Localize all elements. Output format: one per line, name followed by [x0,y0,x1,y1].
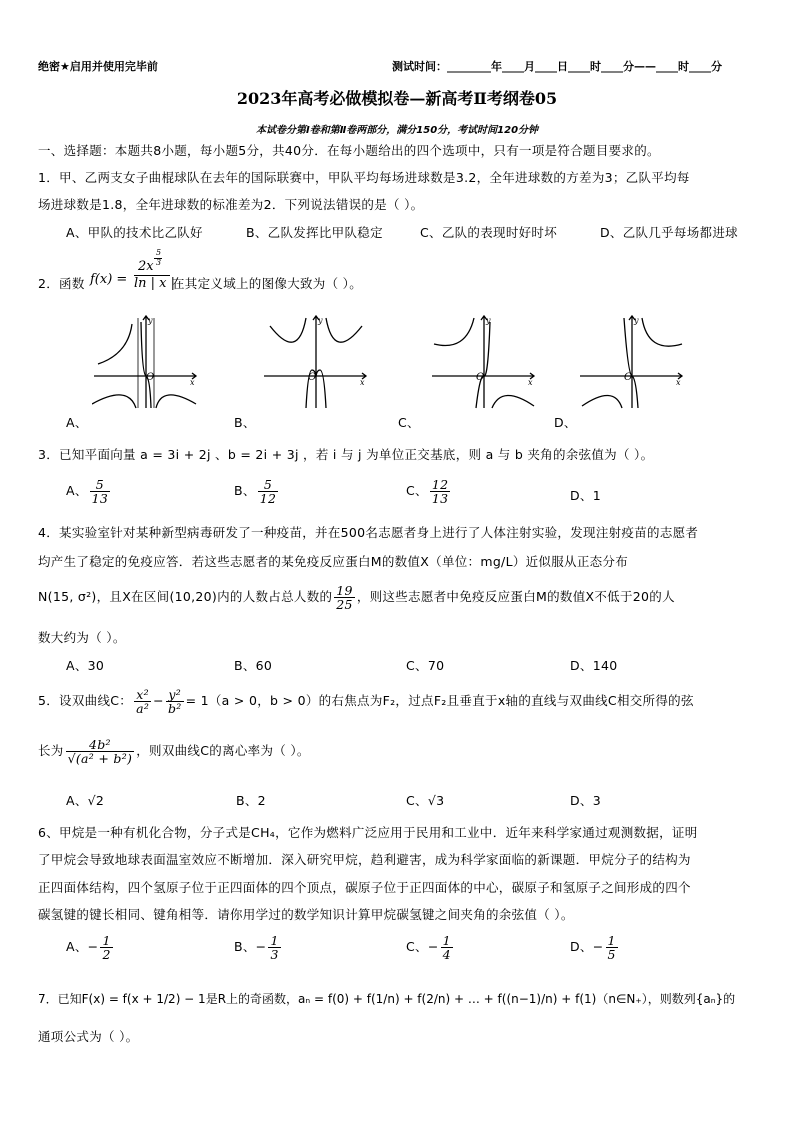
q4-option-a: A、30 [66,658,105,673]
q6-option-b-den: 3 [270,947,279,963]
q6-option-d-label: D、− [570,939,604,955]
q6-option-b-label: B、− [234,939,267,955]
confidential-notice: 绝密★启用并使用完毕前 [38,60,158,73]
q5-line2 [38,738,310,765]
q3-option-c-num: 12 [431,477,449,492]
curve-right-lower [492,395,534,408]
q3-option-a [66,478,112,505]
section-heading: 一、选择题：本题共8小题，每小题5分，共40分．在每小题给出的四个选项中，只有一项是符合题目要求的。 [38,143,660,158]
q2-graph-a [92,314,200,410]
graph-a-y-label: y [148,316,153,325]
q6-option-d-num: 1 [607,933,616,948]
q2-option-a: A、 [66,415,88,430]
q2-option-b: B、 [234,415,256,430]
curve-right-lower [156,395,196,408]
q4-line4: 数大约为（ ）。 [38,630,126,645]
q6-option-a-label: A、− [66,939,99,955]
graph-b-x-label: x [360,378,365,387]
curve-left-lower [582,395,622,408]
graph-c-y-label: y [486,316,491,325]
test-time-field: 测试时间：________年____月____日____时____分——____时____分 [392,60,722,73]
curve-left-lower [92,395,136,408]
q2-option-d: D、 [554,415,577,430]
q2-exp-num: 5 [156,248,162,257]
q2-graph-b [262,314,370,410]
q5-line1: 5．设双曲线C： $\frac{\text{x²}}{\text{a²}}$ − $\frac{\text{y²}}{\text{b²}}$ = 1（a > 0，b > 0）的右焦点为F₂，过点F₂且垂直于x轴的直线与双曲线C相交所得的弦 [38,687,694,717]
q4-frac-den: 25 [336,597,353,613]
q5-option-a: A、√2 [66,793,105,808]
q6-option-b-num: 1 [270,933,279,948]
q7-line1: 7．已知F(x) = f(x + 1/2) − 1是R上的奇函数，aₙ = f(0) + f(1/n) + f(2/n) + … + f((n−1)/n) + f(1)（n∈N₊），则数列{aₙ}的 [38,992,736,1006]
q3-option-b-den: 12 [259,491,277,507]
q3-option-d-value: 1 [592,488,601,503]
q7-line2: 通项公式为（ ）。 [38,1029,139,1044]
q3-option-c-label: C、 [406,483,428,499]
q2-suffix: 在其定义域上的图像大致为（ ）。 [172,276,363,291]
q4-option-d: D、140 [570,658,618,673]
q6-line1: 6、甲烷是一种有机化合物，分子式是CH₄，它作为燃料广泛应用于民用和工业中．近年来科学家通过观测数据，证明 [38,825,698,840]
q6-line2: 了甲烷会导致地球表面温室效应不断增加．深入研究甲烷，趋利避害，成为科学家面临的新课题．甲烷分子的结构为 [38,852,691,867]
q5-len-den: √(a² + b²) [67,751,133,767]
q2-fx: f(x) = [90,272,128,287]
graph-d-origin: O [624,372,633,383]
curve-left-upper [98,324,132,364]
q5-option-c: C、√3 [406,793,445,808]
q1-line1: 1．甲、乙两支女子曲棍球队在去年的国际联赛中，甲队平均每场进球数是3.2，全年进球数的方差为3；乙队平均每 [38,170,690,185]
q3-option-a-den: 13 [91,491,109,507]
q3-option-b-label: B、 [234,483,256,499]
q5-option-d: D、3 [570,793,601,808]
q3-option-b [234,478,280,505]
q3-option-b-num: 5 [258,478,279,492]
q6-line3: 正四面体结构，四个氢原子位于正四面体的四个顶点，碳原子位于正四面体的中心，碳原子和氢原子之间形成的四个 [38,880,691,895]
q6-option-d [570,934,620,961]
q4-line3 [38,584,675,611]
page-subtitle: 本试卷分第Ⅰ卷和第Ⅱ卷两部分，满分150分，考试时间120分钟 [255,125,539,136]
q6-line4: 碳氢键的键长相同、键角相等．请你用学过的数学知识计算甲烷碳氢键之间夹角的余弦值（ ）。 [38,907,574,922]
q6-option-c-den: 4 [442,947,451,963]
q4-frac-num: 19 [336,583,353,598]
q5-option-b: B、2 [236,793,266,808]
q4-line2: 均产生了稳定的免疫应答．若这些志愿者的某免疫反应蛋白M的数值X（单位：mg/L）近似服从正态分布 [38,554,629,569]
q5-hy-num: y² [166,688,184,702]
graph-c-origin: O [476,372,485,383]
graph-c-x-label: x [528,378,533,387]
q2-graph-d [578,314,686,410]
q3-option-c-den: 13 [431,491,449,507]
curve-middle [476,322,490,408]
q3-text: 3．已知平面向量 a = 3i + 2j 、b = 2i + 3j ，若 i 与 j 为单位正交基底，则 a 与 b 夹角的余弦值为（ ）。 [38,447,654,462]
q3-option-d-label: D、 [570,488,593,503]
q1-option-d: D、乙队几乎每场都进球 [600,225,738,240]
curve-middle [624,318,638,408]
q1-option-c: C、乙队的表现时好时坏 [420,225,558,240]
q2-prefix: 2．函数 [38,276,85,291]
graph-d-y-label: y [634,316,639,325]
q5-len-num: 4b² [66,738,135,752]
q3-option-d [570,486,601,504]
q2-function-fraction [134,248,176,291]
q6-option-a [66,934,115,961]
q4-line1: 4．某实验室针对某种新型病毒研发了一种疫苗，并在500名志愿者身上进行了人体注射实验，发现注射疫苗的志愿者 [38,525,699,540]
q4-line3-a: N(15, σ²)，且X在区间(10,20)内的人数占总人数的 [38,589,333,605]
q6-option-c-num: 1 [442,933,451,948]
q6-option-a-num: 1 [102,933,111,948]
q1-option-a: A、甲队的技术比乙队好 [66,225,203,240]
q2-option-c: C、 [398,415,420,430]
graph-a-origin: O [146,372,155,383]
q5-hx-den: a² [136,701,150,717]
q5-hy-den: b² [167,701,182,717]
q2-exp-den: 3 [156,258,162,267]
q4-option-b: B、60 [234,658,273,673]
q5-hx-num: x² [134,688,151,702]
q5-line2-b: ，则双曲线C的离心率为（ ）。 [136,743,310,759]
q6-option-c [406,934,455,961]
graph-a-x-label: x [190,378,195,387]
graph-b-y-label: y [318,316,323,325]
q4-option-c: C、70 [406,658,445,673]
q2-denominator: ln | x | [134,276,176,291]
curve-right-upper [642,318,682,346]
q3-option-c [406,478,452,505]
curve-right-upper [326,318,362,342]
curve-left-upper [434,318,474,346]
q3-option-a-label: A、 [66,483,88,499]
q1-line2: 场进球数是1.8，全年进球数的标准差为2．下列说法错误的是（ ）。 [38,197,424,212]
q4-line3-b: ，则这些志愿者中免疫反应蛋白M的数值X不低于20的人 [356,589,675,605]
q2-numerator: 2x [138,259,154,274]
graph-b-origin: O [308,372,317,383]
q3-option-a-num: 5 [90,478,111,492]
q6-option-c-label: C、− [406,939,439,955]
q6-option-d-den: 5 [607,947,616,963]
q5-line2-a: 长为 [38,743,64,759]
page-title: 2023年高考必做模拟卷—新高考Ⅱ考纲卷05 [236,89,558,108]
graph-d-x-label: x [676,378,681,387]
q2-graph-c [430,314,538,410]
q5-line1-a: 5．设双曲线C： [38,693,133,709]
curve-left-upper [270,318,306,342]
q1-option-b: B、乙队发挥比甲队稳定 [246,225,383,240]
q6-option-b [234,934,283,961]
q6-option-a-den: 2 [102,947,111,963]
q5-line1-b: = 1（a > 0，b > 0）的右焦点为F₂，过点F₂且垂直于x轴的直线与双曲线C相交所得的弦 [185,693,694,709]
